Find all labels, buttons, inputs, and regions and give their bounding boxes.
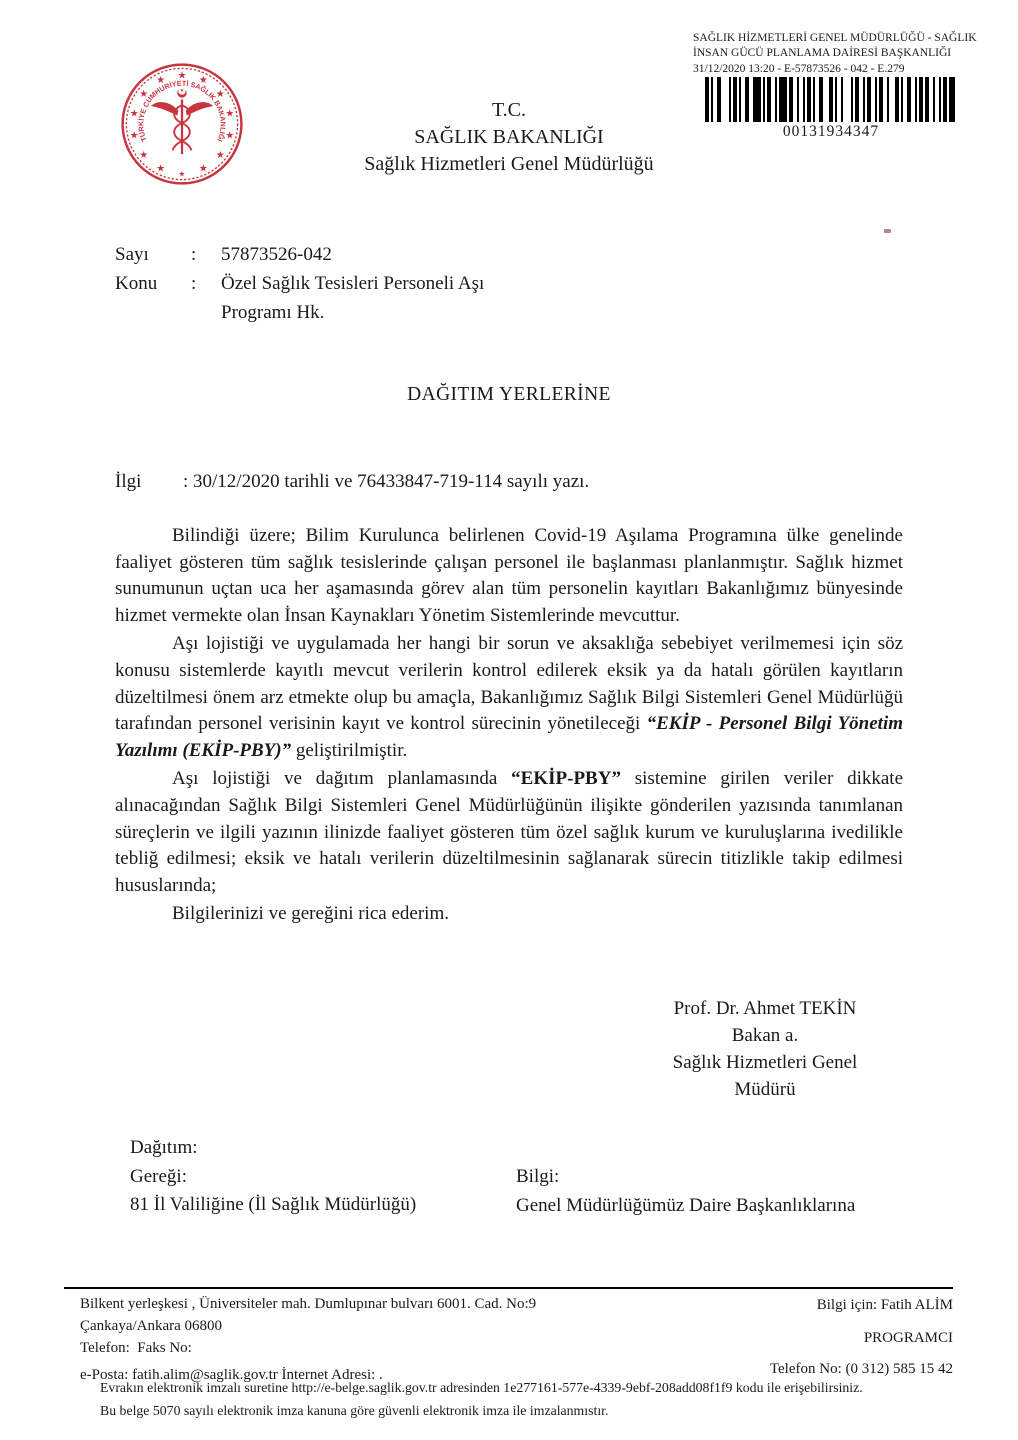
- body-paragraph-3: [115, 766, 903, 899]
- signer-capacity: Bakan a.: [731, 1025, 799, 1046]
- footer-everification: Evrakın elektronik imzalı suretine http://e-belge.saglik.gov.tr adresinden 1e277161-577e-4339-9ebf-208add08f1f9 kodu ile erişebilirsiniz.: [100, 1380, 863, 1395]
- letterhead-directorate: Sağlık Hizmetleri Genel Müdürlüğü: [364, 153, 654, 175]
- barcode-header-line3: 31/12/2020 13:20 - E-57873526 - 042 - E.279: [693, 62, 905, 75]
- p2-emphasis: “EKİP - Personel Bilgi Yönetim Yazılımı (EKİP-PBY)”: [115, 713, 904, 761]
- letterhead-ministry: SAĞLIK BAKANLIĞI: [414, 126, 604, 148]
- geregi-value: 81 İl Valiliğine (İl Sağlık Müdürlüğü): [130, 1194, 417, 1216]
- scan-artifact: [884, 229, 891, 233]
- svg-text:★: ★: [156, 163, 165, 174]
- footer-contact-name: Bilgi için: Fatih ALİM: [816, 1297, 953, 1313]
- barcode-header-line1: SAĞLIK HİZMETLERİ GENEL MÜDÜRLÜĞÜ - SAĞLIK: [693, 32, 977, 44]
- bilgi-value: Genel Müdürlüğümüz Daire Başkanlıklarına: [516, 1194, 856, 1216]
- svg-text:★: ★: [216, 149, 225, 160]
- p3-emphasis: “EKİP-PBY”: [511, 768, 621, 790]
- p3-text: Aşı lojistiği ve dağıtım planlamasında: [172, 768, 512, 790]
- svg-text:★: ★: [139, 88, 148, 99]
- barcode-header-line2: İNSAN GÜCÜ PLANLAMA DAİRESİ BAŞKANLIĞI: [693, 47, 952, 60]
- svg-text:★: ★: [199, 74, 208, 85]
- konu-value-line2: Programı Hk.: [221, 302, 325, 323]
- svg-text:★: ★: [180, 87, 184, 93]
- konu-value: [221, 269, 595, 327]
- barcode-number: 00131934347: [782, 123, 880, 140]
- svg-text:★: ★: [130, 129, 138, 140]
- signer-name: Prof. Dr. Ahmet TEKİN: [673, 998, 857, 1019]
- distribution-heading: Dağıtım:: [130, 1137, 198, 1158]
- konu-value-line1: Özel Sağlık Tesisleri Personeli Aşı: [221, 273, 485, 294]
- ilgi-value: : 30/12/2020 tarihli ve 76433847-719-114 sayılı yazı.: [183, 471, 590, 492]
- letterhead-tc: T.C.: [491, 99, 527, 121]
- svg-text:★: ★: [178, 69, 186, 80]
- p3-text-end: sistemine girilen veriler dikkate alınacağından Sağlık Bilgi Sistemleri Genel Müdürlüğünün ilişikte gönderilen yazısında tanımlanan süreçlerin ve ilgili yazının ilinizde faaliyet gösteren tüm özel sağlık kurum ve kuruluşlarına ivedilikle tebliğ edilmesi; eksik ve hatalı verilerin düzeltilmesinin sağlanarak sürecin titizlikle takip edilmesi hususlarında;: [115, 768, 904, 896]
- emblem-circle-text: TÜRKİYE CUMHURİYETİ SAĞLIK BAKANLIĞI: [137, 79, 227, 143]
- footer-address-line2: Çankaya/Ankara 06800: [80, 1318, 223, 1334]
- body-paragraph-2: [115, 631, 903, 764]
- document-meta: [115, 240, 595, 327]
- svg-text:★: ★: [179, 170, 185, 178]
- footer-divider: [64, 1287, 953, 1289]
- sayi-colon: :: [191, 244, 197, 265]
- ministry-of-health-emblem: [116, 58, 248, 190]
- footer-address: [80, 1293, 680, 1337]
- caduceus-icon: [151, 87, 213, 154]
- konu-row: [115, 269, 595, 327]
- bilgi-label: Bilgi:: [516, 1166, 560, 1187]
- barcode-header: [693, 31, 983, 77]
- footer-contact-phone: Telefon No: (0 312) 585 15 42: [769, 1361, 953, 1377]
- svg-text:★: ★: [139, 149, 148, 160]
- sayi-value: 57873526-042: [221, 244, 332, 265]
- svg-text:★: ★: [226, 129, 234, 140]
- health-ministry-logo-icon: [116, 58, 248, 190]
- konu-colon: :: [191, 273, 197, 294]
- svg-text:★: ★: [199, 163, 208, 174]
- footer-phone-fax: Telefon: Faks No:: [80, 1340, 192, 1356]
- signer-title-line2: Müdürü: [734, 1079, 796, 1100]
- footer-address-line1: Bilkent yerleşkesi , Üniversiteler mah. Dumlupınar bulvarı 6001. Cad. No:9: [80, 1296, 537, 1312]
- svg-text:★: ★: [226, 107, 234, 118]
- letterhead: [259, 97, 759, 178]
- body-paragraph-1: Bilindiği üzere; Bilim Kurulunca belirlenen Covid-19 Aşılama Programına ülke genelinde faaliyet gösteren tüm sağlık tesislerinde çalışan personel ile başlanması planlanmıştır. Sağlık hizmet sunumunun uçtan uca her aşamasında görev alan tüm personelin kayıtları Bakanlığımız bünyesinde hizmet vermekte olan İnsan Kaynakları Yönetim Sistemlerinde mevcuttur.: [115, 525, 903, 626]
- sayi-label: Sayı: [115, 244, 149, 265]
- svg-text:★: ★: [156, 74, 165, 85]
- closing-line: Bilgilerinizi ve gereğini rica ederim.: [172, 903, 449, 925]
- svg-text:★: ★: [130, 107, 138, 118]
- distribution-left: [130, 1134, 416, 1220]
- signature-block: [590, 995, 940, 1103]
- svg-text:★: ★: [216, 88, 225, 99]
- recipient-heading: DAĞITIM YERLERİNE: [407, 384, 611, 405]
- geregi-label: Gereği:: [130, 1165, 187, 1187]
- konu-label: Konu: [115, 273, 158, 294]
- distribution-right: [516, 1163, 855, 1220]
- ilgi-row: [115, 471, 815, 493]
- sayi-row: [115, 240, 595, 269]
- p2-text: Aşı lojistiği ve uygulamada her hangi bir sorun ve aksaklığa sebebiyet verilmemesi için söz konusu sistemlerde kayıtlı mevcut verilerin kontrol edilerek eksik ya da hatalı görülen kayıtların düzeltilmesi önem arz etmekte olup bu amaçla, Bakanlığımız Sağlık Bilgi Sistemleri Genel Müdürlüğü tarafından personel verisinin kayıt ve kontrol sürecinin yönetileceği: [115, 633, 903, 735]
- letter-body: [115, 523, 903, 930]
- footer-legal: Bu belge 5070 sayılı elektronik imza kanuna göre güvenli elektronik imza ile imzalanmıstır.: [100, 1403, 609, 1418]
- p2-text-end: geliştirilmiştir.: [291, 739, 408, 761]
- footer-eposta: e-Posta: fatih.alim@saglik.gov.tr İnternet Adresi: .: [80, 1367, 383, 1383]
- ilgi-label: İlgi: [115, 471, 142, 492]
- barcode-bars: [705, 77, 957, 122]
- footer-contact-title: PROGRAMCI: [863, 1330, 953, 1346]
- signer-title-line1: Sağlık Hizmetleri Genel: [672, 1052, 858, 1073]
